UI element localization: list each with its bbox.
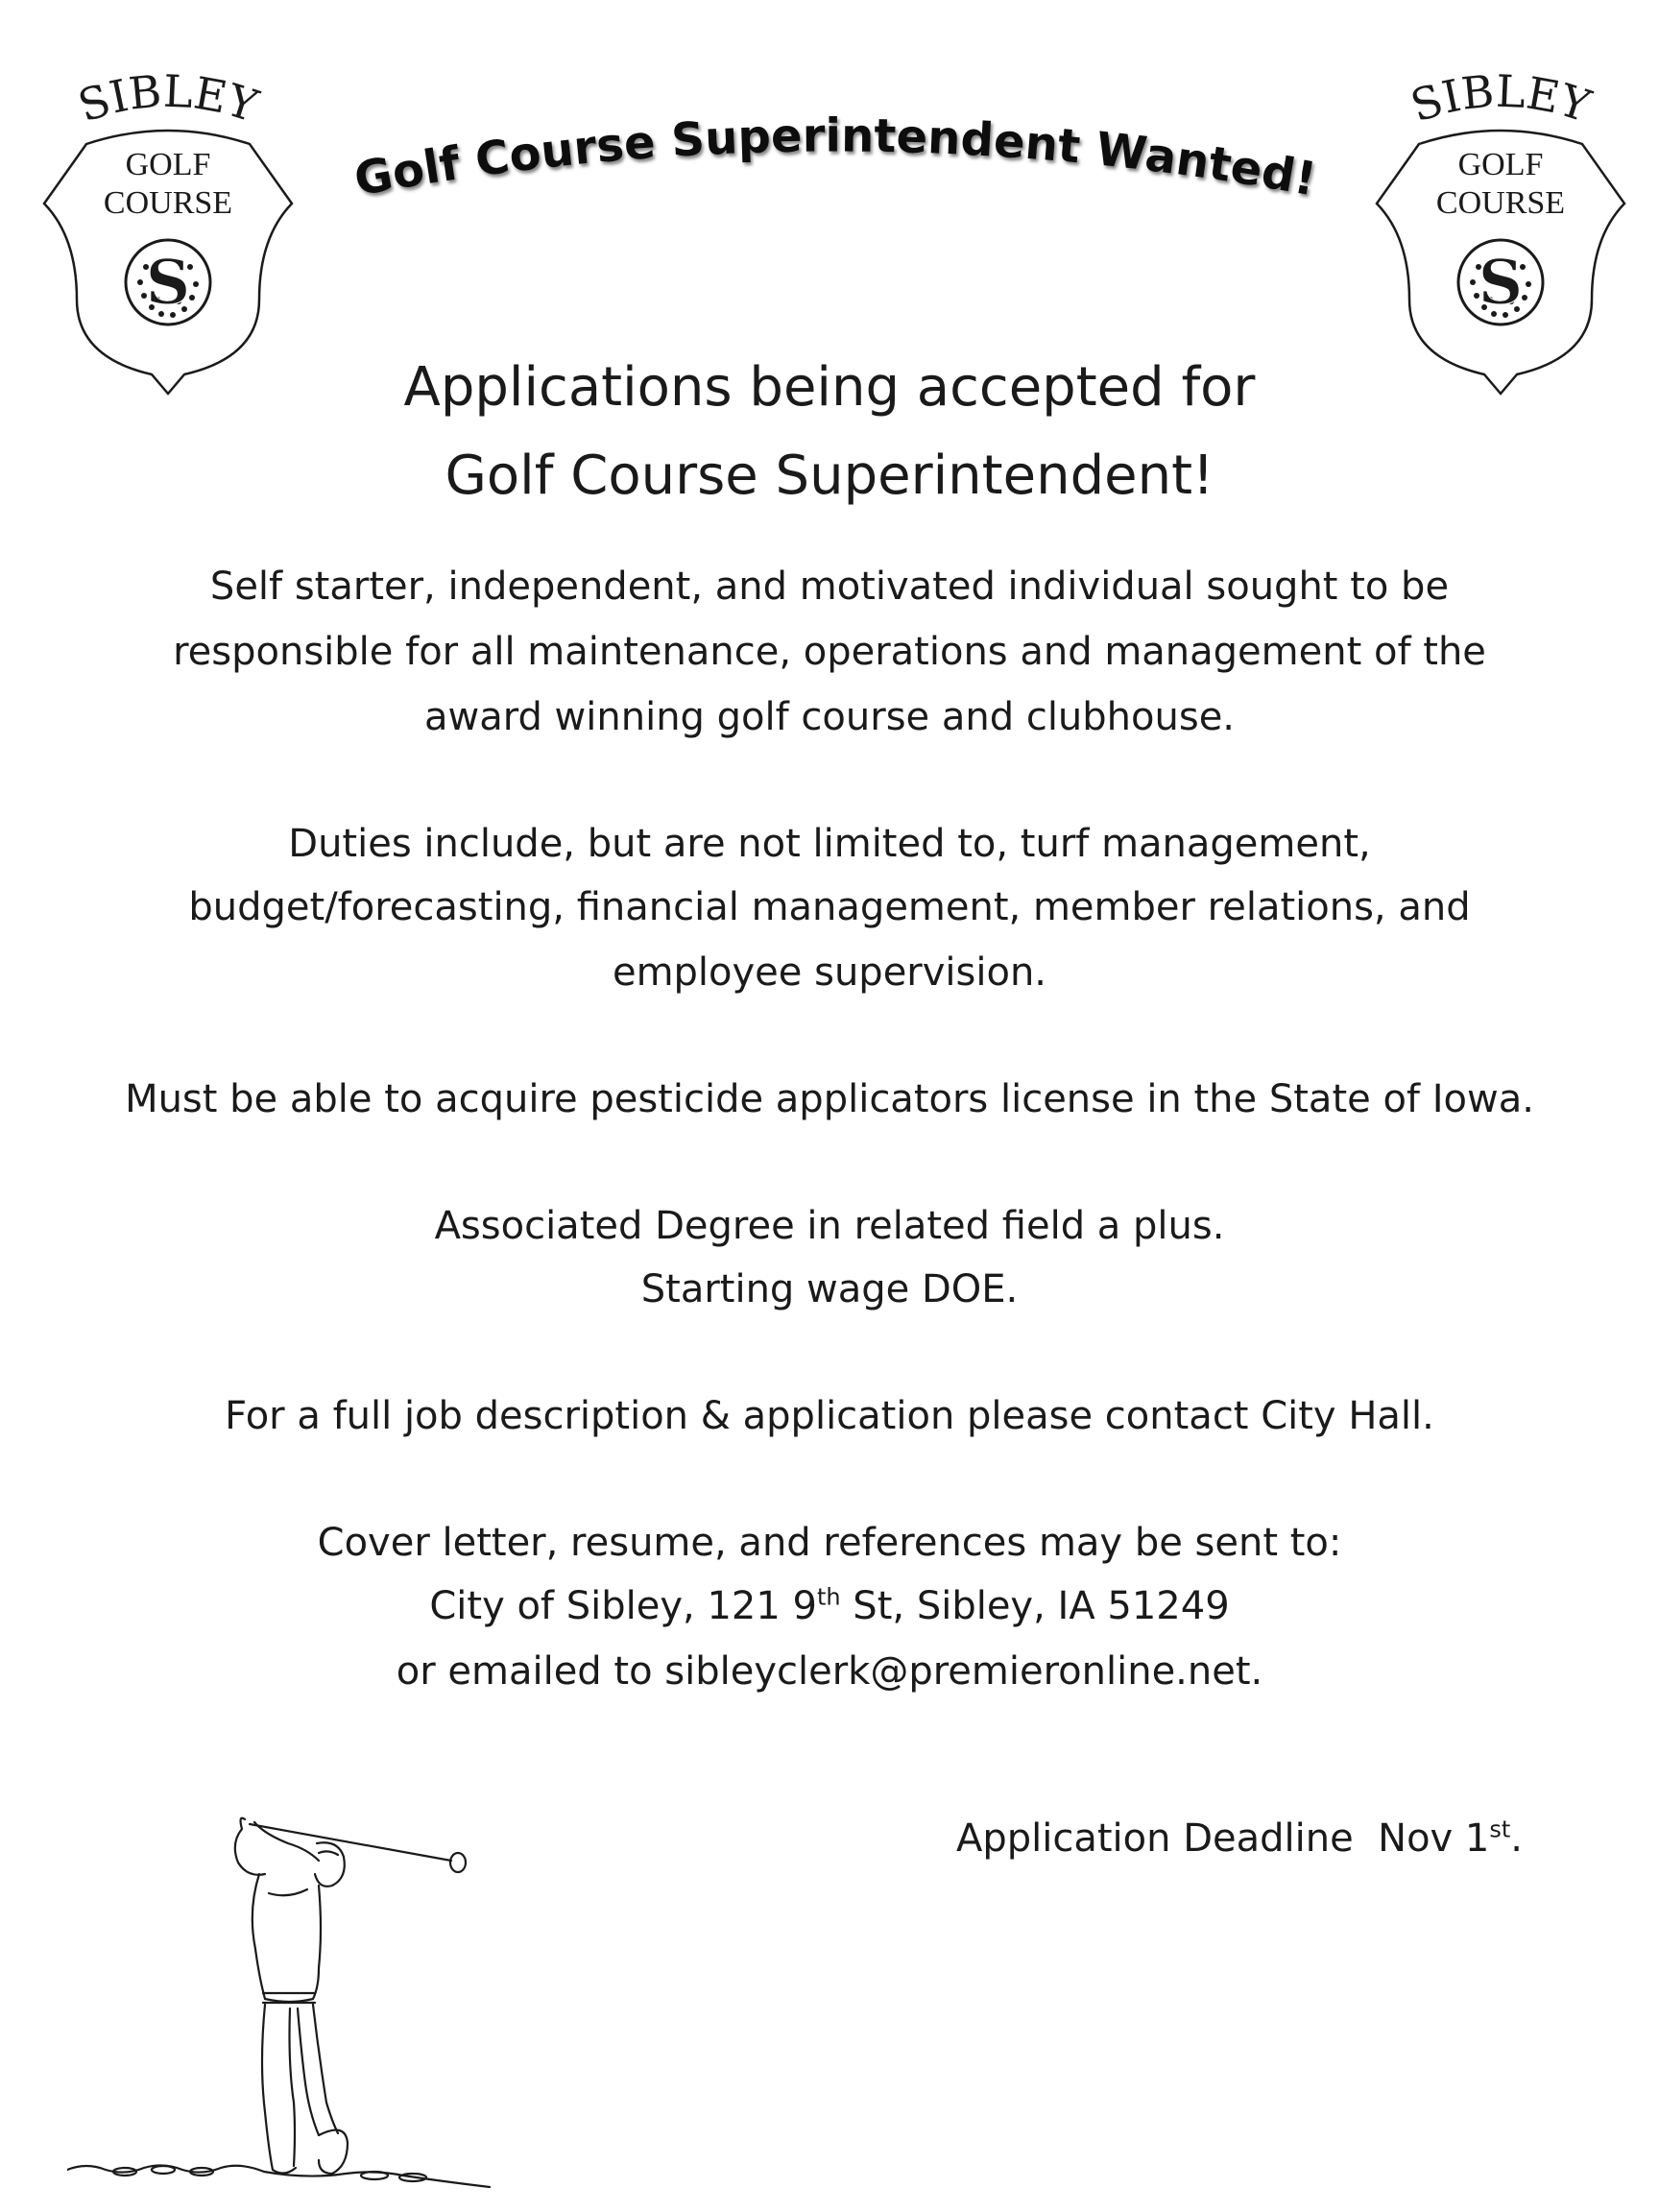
- logo-monogram: S: [1478, 247, 1524, 319]
- license-requirement: Must be able to acquire pesticide applicators license in the State of Iowa.: [125, 1077, 1534, 1121]
- description-line: award winning golf course and clubhouse.: [423, 695, 1236, 739]
- description-line: responsible for all maintenance, operations and management of the: [173, 630, 1486, 674]
- logo-course-text: COURSE: [103, 185, 233, 221]
- logo-golf-text: GOLF: [1457, 147, 1544, 182]
- degree-note: Associated Degree in related field a plus.: [434, 1204, 1225, 1248]
- description-line: Self starter, independent, and motivated individual sought to be: [209, 565, 1450, 609]
- contact-note: For a full job description & application please contact City Hall.: [225, 1394, 1434, 1438]
- logo-sibley-text: SIBLEY: [1405, 69, 1598, 132]
- svg-text:Golf Course Superintendent Wan: Golf Course Superintendent Wanted!: [349, 108, 1321, 207]
- logo-monogram: S: [145, 247, 191, 319]
- golfer-illustration: [67, 1786, 547, 2189]
- heading-line-2: Golf Course Superintendent!: [445, 445, 1214, 507]
- mailing-address: City of Sibley, 121 9th St, Sibley, IA 51249: [429, 1583, 1230, 1628]
- heading-line-1: Applications being accepted for: [403, 356, 1256, 419]
- logo-golf-text: GOLF: [125, 147, 211, 182]
- submission-intro: Cover letter, resume, and references may be sent to:: [317, 1521, 1342, 1565]
- logo-course-text: COURSE: [1435, 185, 1566, 221]
- logo-sibley-text: SIBLEY: [72, 69, 265, 132]
- application-deadline: Application Deadline Nov 1st.: [956, 1815, 1524, 1861]
- wage-note: Starting wage DOE.: [640, 1267, 1019, 1311]
- duties-line: budget/forecasting, financial management, member relations, and: [188, 885, 1471, 929]
- email-address: or emailed to sibleyclerk@premieronline.net.: [396, 1649, 1263, 1694]
- banner-title: [307, 96, 1363, 240]
- duties-line: employee supervision.: [612, 950, 1047, 995]
- duties-line: Duties include, but are not limited to, turf management,: [288, 822, 1371, 866]
